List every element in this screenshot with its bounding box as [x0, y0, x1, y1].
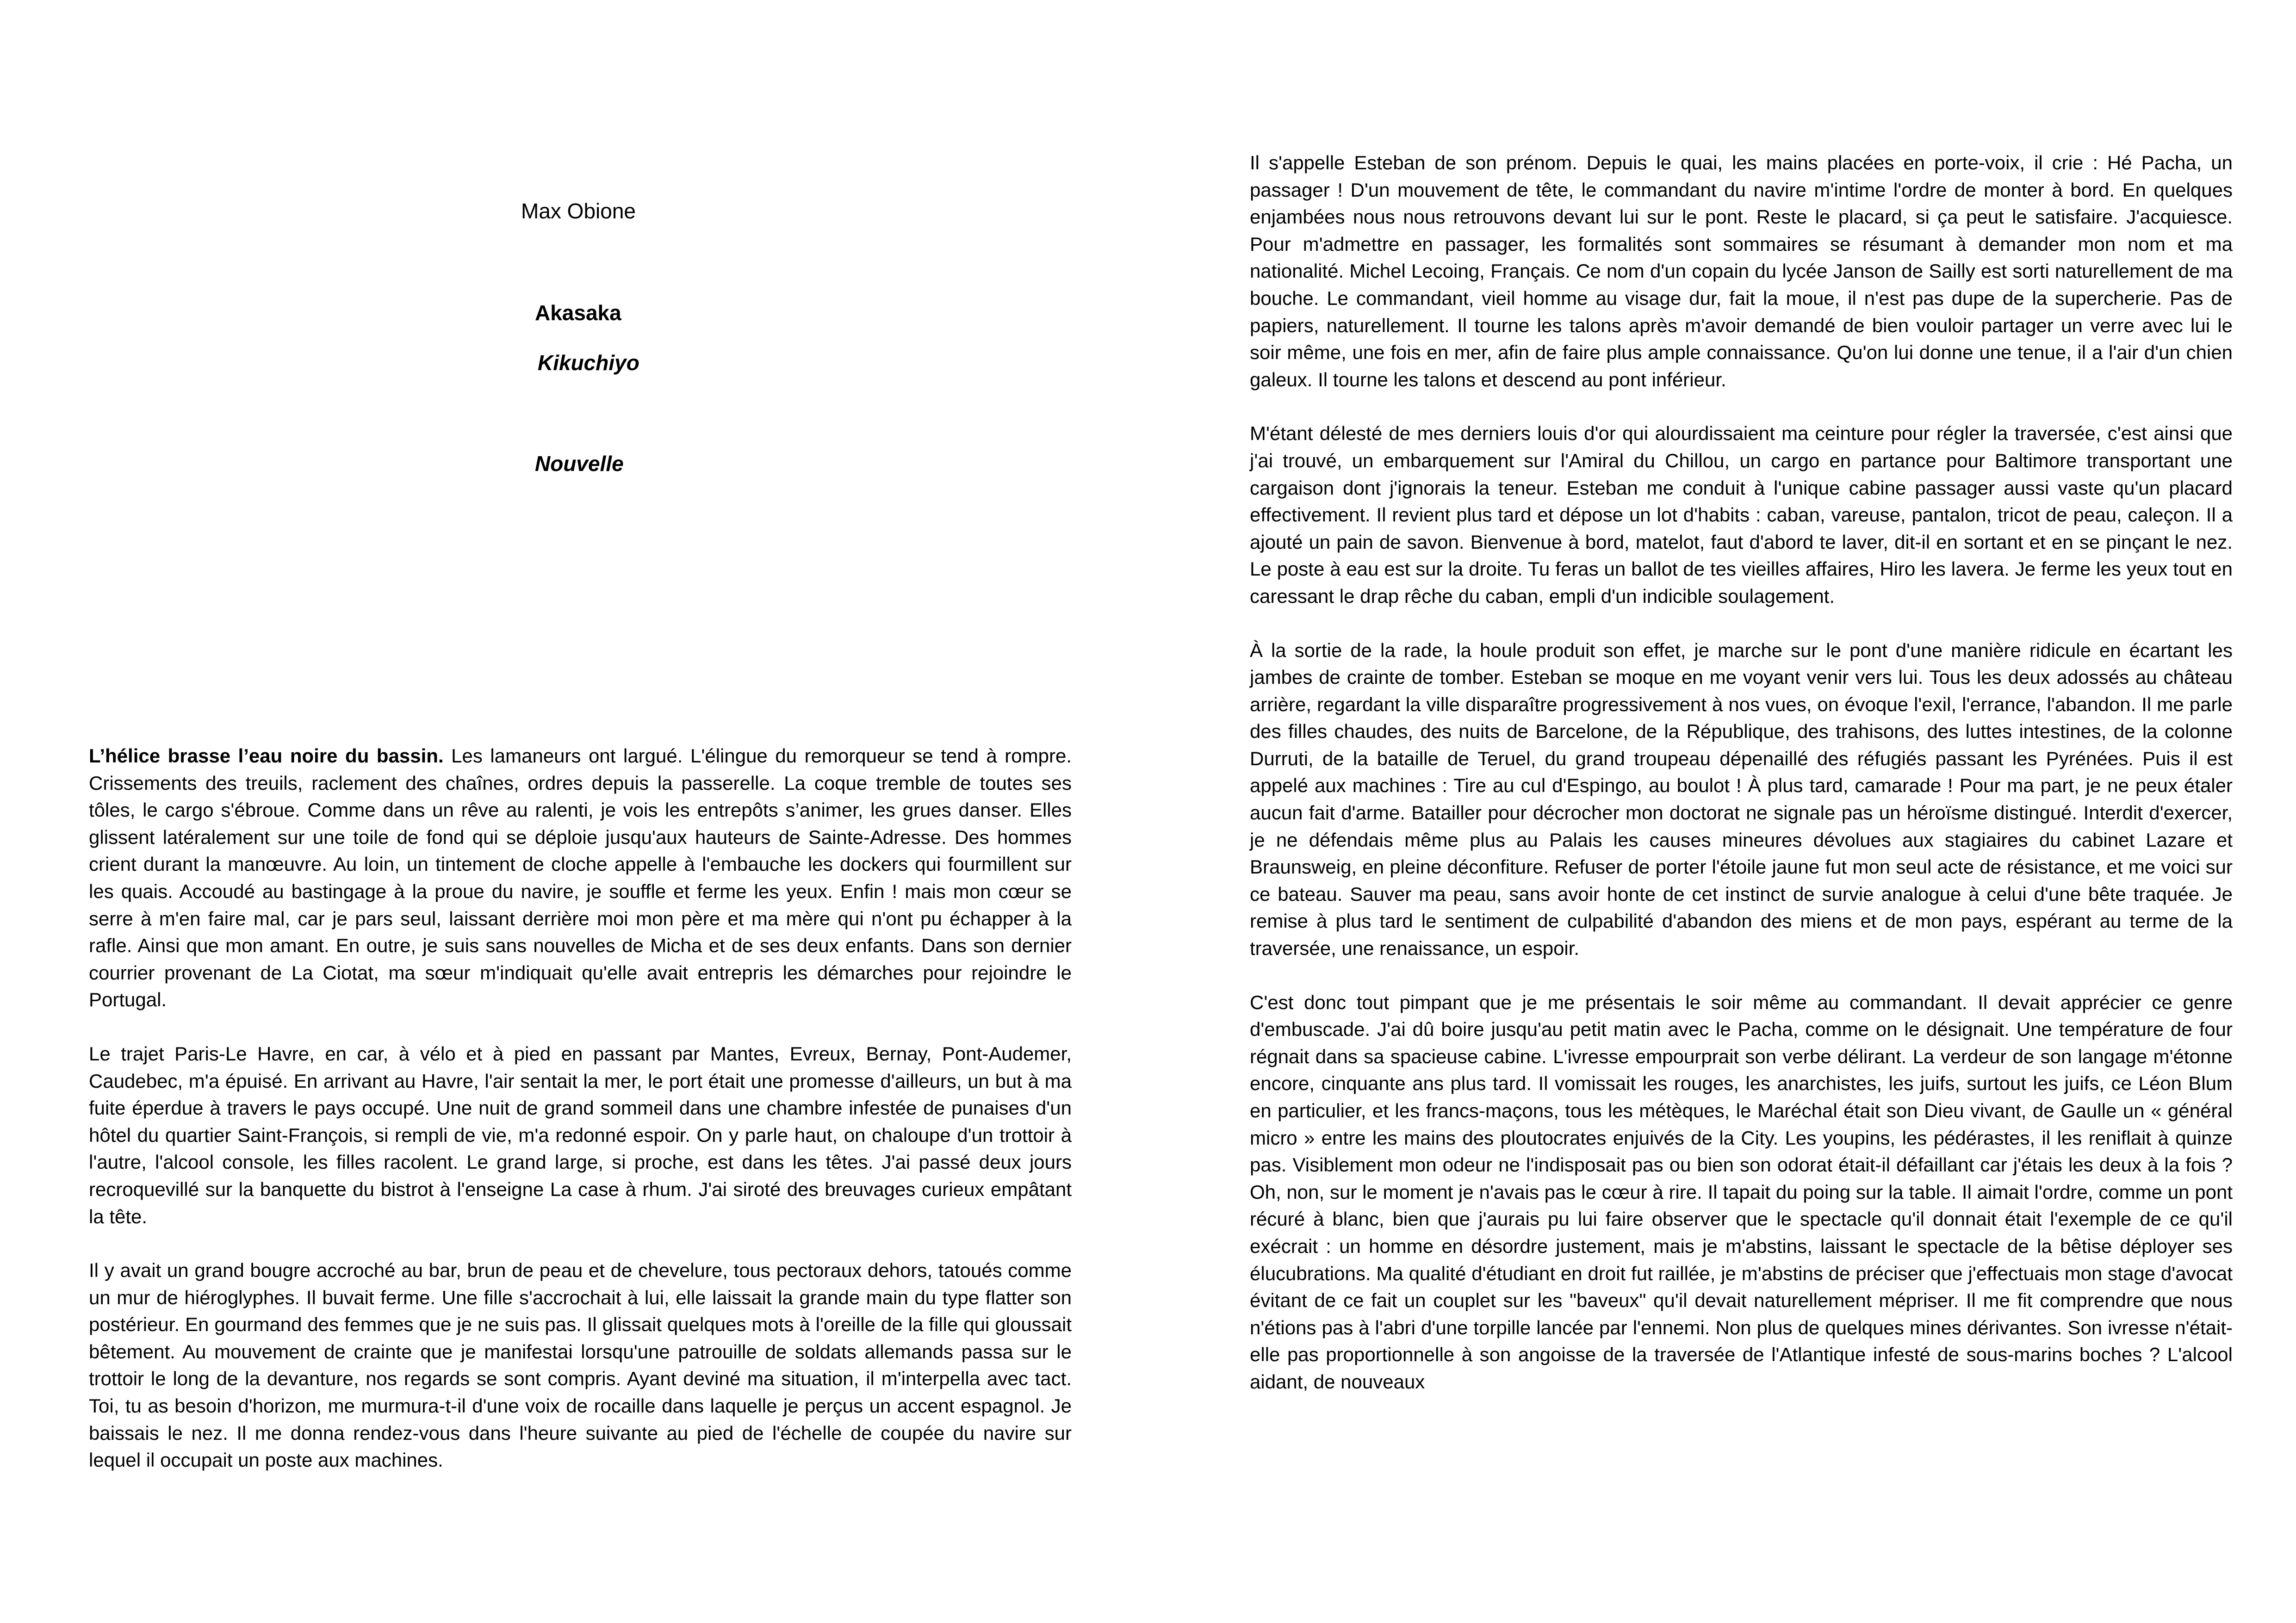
paragraph: C'est donc tout pimpant que je me présentais le soir même au commandant. Il devait apprécier ce genre d'embuscade. J'ai dû boire jusqu'au petit matin avec le Pacha, comme on le désignait. Une température de four régnait dans sa spacieuse cabine. L'ivresse empourprait son verbe délirant. La verdeur de son langage m'étonne encore, cinquante ans plus tard. Il vomissait les rouges, les anarchistes, les juifs, surtout les juifs, ce Léon Blum en particulier, et les francs-maçons, tous les métèques, le Maréchal était son Dieu vivant, de Gaulle un « général micro » entre les mains des ploutocrates enjuivés de la City. Les youpins, les pédérastes, il les reniflait à quinze pas. Visiblement mon odeur ne l'indisposait pas ou bien son odorat était-il défaillant car j'étais les deux à la fois ? Oh, non, sur le moment je n'avais pas le cœur à rire. Il tapait du poing sur la table. Il aimait l'ordre, comme un pont récuré à blanc, bien que j'aurais pu lui faire observer que le spectacle qu'il donnait était l'exemple de ce qu'il exécrait : un homme en désordre justement, mais je m'abstins, laissant le spectacle de la bêtise déployer ses élucubrations. Ma qualité d'étudiant en droit fut raillée, je m'abstins de préciser que j'effectuais mon stage d'avocat évitant de ce fait un couplet sur les "baveux" qu'il devait naturellement mépriser. Il me fit comprendre que nous n'étions pas à l'abri d'une torpille lancée par l'ennemi. Non plus de quelques mines dérivantes. Son ivresse n'était-elle pas proportionnelle à son angoisse de la traversée de l'Atlantique infesté de sous-marins boches ? L'alcool aidant, de nouveaux	[1250, 991, 2233, 1393]
author-name: Max Obione	[521, 199, 636, 223]
paragraph: À la sortie de la rade, la houle produit son effet, je marche sur le pont d'une manière ridicule en écartant les jambes de crainte de tomber. Esteban se moque en me voyant venir vers lui. Tous les deux adossés au château arrière, regardant la ville disparaître progressivement à nos vues, on évoque l'exil, l'errance, l'abandon. Il me parle des filles chaudes, des nuits de Barcelone, de la République, des trahisons, des luttes intestines, de la colonne Durruti, de la bataille de Teruel, du grand troupeau dépenaillé des réfugiés passant les Pyrénées. Puis il est appelé aux machines : Tire au cul d'Espingo, au boulot ! À plus tard, camarade ! Pour ma part, je ne peux étaler aucun fait d'arme. Batailler pour décrocher mon doctorat ne signale pas un héroïsme distingué. Interdit d'exercer, je ne défendais même plus au Palais les causes mineures dévolues aux stagiaires du cabinet Lazare et Braunsweig, en pleine déconfiture. Refuser de porter l'étoile jaune fut mon seul acte de résistance, et me voici sur ce bateau. Sauver ma peau, sans avoir honte de cet instinct de survie analogue à celui d'une bête traquée. Je remise à plus tard le sentiment de culpabilité d'abandon des miens et de mon pays, espérant au terme de la traversée, une renaissance, un espoir.	[1250, 639, 2233, 960]
title-line-2: Kikuchiyo	[538, 351, 639, 375]
right-page	[1148, 0, 2296, 1623]
paragraph-lead: L’hélice brasse l’eau noire du bassin.	[89, 745, 444, 767]
paragraph-text: Les lamaneurs ont largué. L'élingue du remorqueur se tend à rompre. Crissements des treuils, raclement des chaînes, ordres depuis la passerelle. La coque tremble de toutes ses tôles, le cargo s'ébroue. Comme dans un rêve au ralenti, je vois les entrepôts s’animer, les grues danser. Elles glissent latéralement sur une toile de fond qui se déploie jusqu'aux hauteurs de Sainte-Adresse. Des hommes crient durant la manœuvre. Au loin, un tintement de cloche appelle à l'embauche les dockers qui fourmillent sur les quais. Accoudé au bastingage à la proue du navire, je souffle et ferme les yeux. Enfin ! mais mon cœur se serre à m'en faire mal, car je pars seul, laissant derrière moi mon père et ma mère qui n'ont pu échapper à la rafle. Ainsi que mon amant. En outre, je suis sans nouvelles de Micha et de ses deux enfants. Dans son dernier courrier provenant de La Ciotat, ma sœur m'indiquait qu'elle avait entrepris les démarches pour rejoindre le Portugal.	[89, 745, 1072, 1011]
paragraph	[89, 743, 1072, 1014]
paragraph: Il y avait un grand bougre accroché au bar, brun de peau et de chevelure, tous pectoraux dehors, tatoués comme un mur de hiéroglyphes. Il buvait ferme. Une fille s'accrochait à lui, elle laissait la grande main du type flatter son postérieur. En gourmand des femmes que je ne suis pas. Il glissait quelques mots à l'oreille de la fille qui gloussait bêtement. Au mouvement de crainte que je manifestai lorsqu'une patrouille de soldats allemands passa sur le trottoir le long de la devanture, nos regards se sont compris. Ayant deviné ma situation, il m'interpella avec tact. Toi, tu as besoin d'horizon, me murmura-t-il d'une voix de rocaille dans laquelle je perçus un accent espagnol. Je baissais le nez. Il me donna rendez-vous dans l'heure suivante au pied de l'échelle de coupée du navire sur lequel il occupait un poste aux machines.	[89, 1259, 1072, 1471]
title-line-1: Akasaka	[535, 301, 621, 325]
paragraph: Le trajet Paris-Le Havre, en car, à vélo et à pied en passant par Mantes, Evreux, Bernay, Pont-Audemer, Caudebec, m'a épuisé. En arrivant au Havre, l'air sentait la mer, le port était une promesse d'ailleurs, un but à ma fuite éperdue à travers le pays occupé. Une nuit de grand sommeil dans une chambre infestée de punaises d'un hôtel du quartier Saint-François, si rempli de vie, m'a redonné espoir. On y parle haut, on chaloupe d'un trottoir à l'autre, l'alcool console, les filles racolent. Le grand large, si proche, est dans les têtes. J'ai passé deux jours recroquevillé sur la banquette du bistrot à l'enseigne La case à rhum. J'ai siroté des breuvages curieux empâtant la tête.	[89, 1042, 1072, 1227]
right-text-column	[1250, 149, 2233, 1423]
left-text-column	[89, 743, 1072, 1501]
paragraph: M'étant délesté de mes derniers louis d'or qui alourdissaient ma ceinture pour régler la traversée, c'est ainsi que j'ai trouvé, un embarquement sur l'Amiral du Chillou, un cargo en partance pour Baltimore transportant une cargaison dont j'ignorais la teneur. Esteban me conduit à l'unique cabine passager aussi vaste qu'un placard effectivement. Il revient plus tard et dépose un lot d'habits : caban, vareuse, pantalon, tricot de peau, caleçon. Il a ajouté un pain de savon. Bienvenue à bord, matelot, faut d'abord te laver, dit-il en sortant et en se pinçant le nez. Le poste à eau est sur la droite. Tu feras un ballot de tes vieilles affaires, Hiro les lavera. Je ferme les yeux tout en caressant le drap rêche du caban, empli d'un indicible soulagement.	[1250, 422, 2233, 607]
paragraph: Il s'appelle Esteban de son prénom. Depuis le quai, les mains placées en porte-voix, il crie : Hé Pacha, un passager ! D'un mouvement de tête, le commandant du navire m'intime l'ordre de monter à bord. En quelques enjambées nous nous retrouvons devant lui sur le pont. Reste le placard, si ça peut le satisfaire. J'acquiesce. Pour m'admettre en passager, les formalités sont sommaires se résumant à demander mon nom et ma nationalité. Michel Lecoing, Français. Ce nom d'un copain du lycée Janson de Sailly est sorti naturellement de ma bouche. Le commandant, vieil homme au visage dur, fait la moue, il n'est pas dupe de la supercherie. Pas de papiers, naturellement. Il tourne les talons après m'avoir demandé de bien vouloir partager un verre avec lui le soir même, une fois en mer, afin de faire plus ample connaissance. Qu'on lui donne une tenue, il a l'air d'un chien galeux. Il tourne les talons et descend au pont inférieur.	[1250, 152, 2233, 390]
genre-label: Nouvelle	[535, 452, 624, 476]
